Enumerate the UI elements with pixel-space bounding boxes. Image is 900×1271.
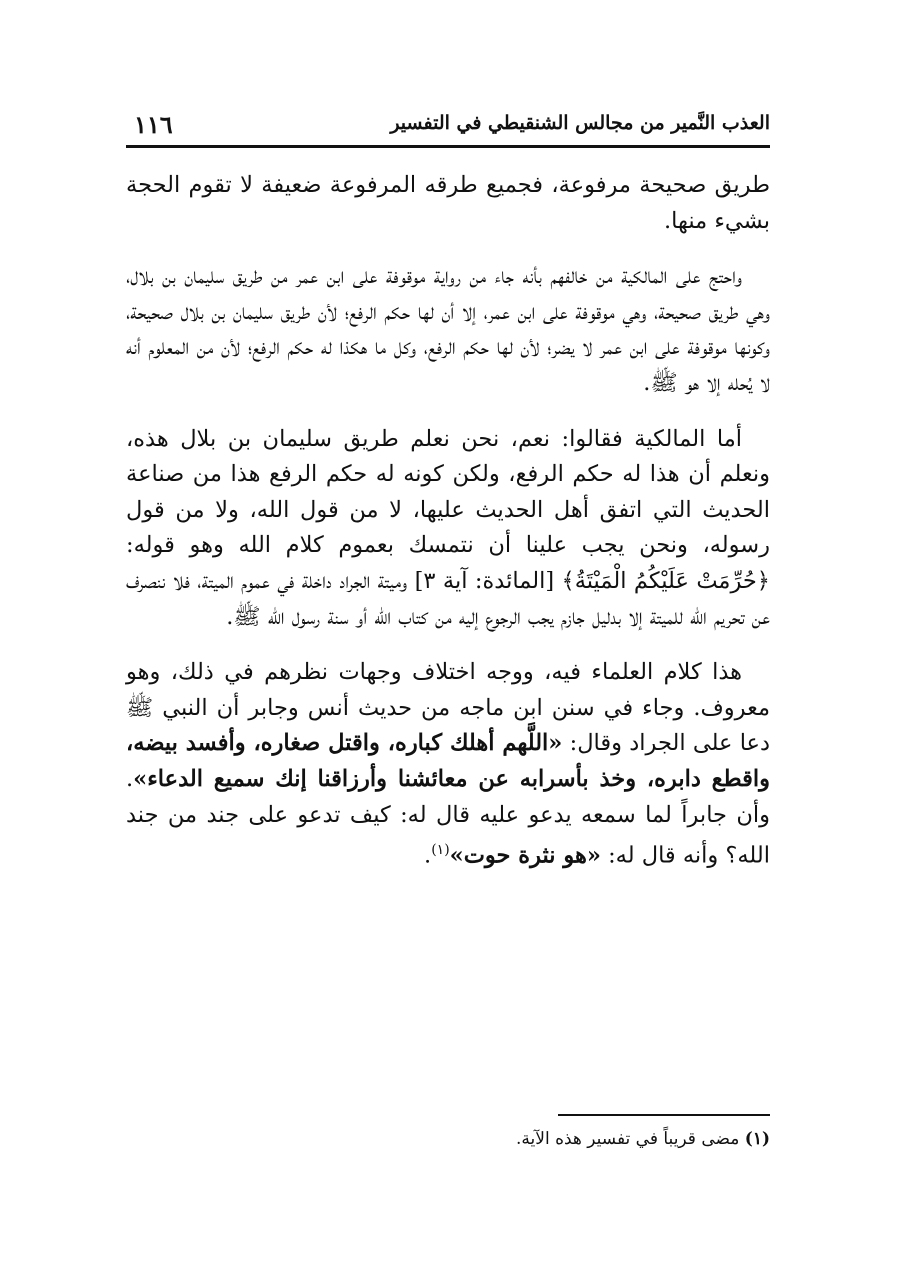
footnote-text: مضى قريباً في تفسير هذه الآية. bbox=[516, 1129, 740, 1149]
footnote-divider bbox=[558, 1114, 770, 1116]
main-text bbox=[126, 168, 770, 894]
footnote-reference: (١) bbox=[431, 842, 450, 859]
paragraph-4-end: . bbox=[424, 842, 432, 869]
paragraph-2: واحتج على المالكية من خالفهم بأنه جاء من رواية موقوفة على ابن عمر من طريق سليمان بن بلال، وهي طريق صحيحة، وهي موقوفة على ابن عمر، إلا أن لها حكم الرفع؛ لأن طريق سليمان بن بلال صحيحة، وكونها موقوفة على ابن عمر لا يضر؛ لأن لها حكم الرفع، وكل ما هكذا له حكم الرفع؛ لأن من المعلوم أنه لا يُحله إلا هو ﷺ. bbox=[126, 263, 770, 396]
hadith-quote-2: «هو نثرة حوت» bbox=[449, 842, 601, 869]
paragraph-1: طريق صحيحة مرفوعة، فجميع طرقه المرفوعة ضعيفة لا تقوم الحجة بشيء منها. bbox=[126, 172, 770, 234]
paragraph-4-part-2: . وأن جابراً لما سمعه يدعو عليه قال له: كيف تدعو على جند من جند الله؟ وأنه قال له: bbox=[126, 765, 770, 869]
page-number: ١١٦ bbox=[134, 110, 173, 139]
header-title: العذب النَّمير من مجالس الشنقيطي في التفسير bbox=[390, 112, 770, 134]
paragraph-3: أما المالكية فقالوا: نعم، نحن نعلم طريق سليمان بن بلال هذه، ونعلم أن هذا له حكم الرفع، ولكن كونه له حكم الرفع هذا من صناعة الحديث التي اتفق أهل الحديث عليها، لا من قول الله، ولا من قول رسوله، ونحن يجب علينا أن نتمسك بعموم كلام الله وهو قوله: ﴿حُرِّمَتْ عَلَيْكُمُ الْمَيْتَةُ﴾ [المائدة: آية ٣] وميتة الجراد داخلة في عموم الميتة، فلا ننصرف عن تحريم الله للميتة إلا بدليل جازم يجب الرجوع إليه من كتاب الله أو سنة رسول الله ﷺ. bbox=[126, 425, 770, 630]
paragraph-4-part-1: هذا كلام العلماء فيه، ووجه اختلاف وجهات نظرهم في ذلك، وهو معروف. وجاء في سنن ابن ماجه من حديث أنس وجابر أن النبي ﷺ دعا على الجراد وقال: bbox=[126, 659, 770, 757]
footnote-number: (١) bbox=[744, 1129, 770, 1149]
running-header bbox=[126, 108, 770, 148]
paragraph-4 bbox=[126, 655, 770, 874]
hadith-quote: «اللَّهم أهلك كباره، واقتل صغاره، وأفسد بيضه، واقطع دابره، وخذ بأسرابه عن معائشنا وأرزاقنا إنك سميع الدعاء» bbox=[126, 730, 770, 792]
footnote-1 bbox=[126, 1126, 770, 1152]
